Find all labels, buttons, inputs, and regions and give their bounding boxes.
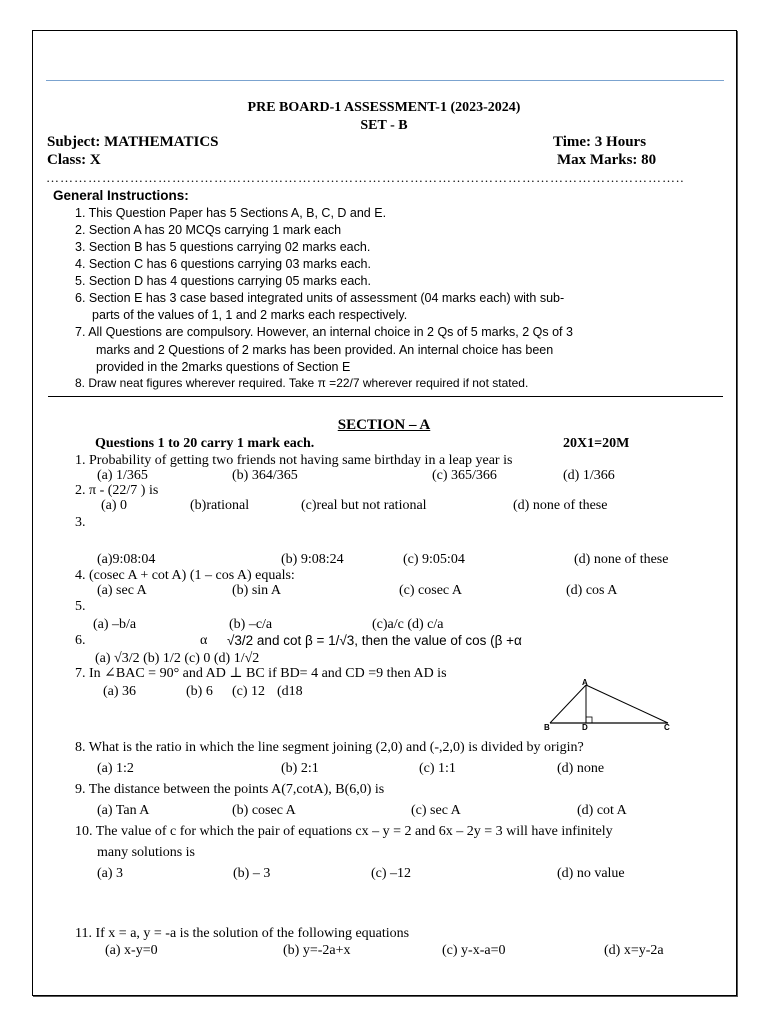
instruction-item: 5. Section D has 4 questions carrying 05 marks each. xyxy=(75,274,371,288)
q11-option-c: (c) y-x-a=0 xyxy=(442,943,506,958)
instructions-rule xyxy=(48,396,723,397)
q1-option-c: (c) 365/366 xyxy=(432,468,497,483)
q4-option-b: (b) sin A xyxy=(232,583,281,598)
q4-option-d: (d) cos A xyxy=(566,583,618,598)
question-10-cont: many solutions is xyxy=(97,845,196,860)
q9-option-d: (d) cot A xyxy=(577,803,627,818)
q5-option-a: (a) –b/a xyxy=(93,617,137,632)
instruction-item: 4. Section C has 6 questions carrying 03 marks each. xyxy=(75,257,371,271)
paper-set: SET - B xyxy=(360,118,408,133)
q7-option-b: (b) 6 xyxy=(186,684,213,699)
instruction-item: 8. Draw neat figures wherever required. Take π =22/7 wherever required if not stated. xyxy=(75,376,529,390)
instruction-item: 7. All Questions are compulsory. However, an internal choice in 2 Qs of 5 marks, 2 Qs of 3 xyxy=(75,325,573,339)
instruction-item: 6. Section E has 3 case based integrated units of assessment (04 marks each) with sub- xyxy=(75,291,565,305)
question-11: 11. If x = a, y = -a is the solution of the following equations xyxy=(75,926,410,941)
q8-option-d: (d) none xyxy=(557,761,605,776)
question-2: 2. π - (22/7 ) is xyxy=(75,483,159,498)
q8-option-c: (c) 1:1 xyxy=(419,761,456,776)
question-3: 3. xyxy=(75,515,86,530)
q7-option-a: (a) 36 xyxy=(103,684,137,699)
paper-title: PRE BOARD-1 ASSESSMENT-1 (2023-2024) xyxy=(247,100,521,115)
q9-option-c: (c) sec A xyxy=(411,803,461,818)
q9-option-b: (b) cosec A xyxy=(232,803,296,818)
class-label: Class: X xyxy=(47,152,101,168)
q8-option-b: (b) 2:1 xyxy=(281,761,319,776)
question-4: 4. (cosec A + cot A) (1 – cos A) equals: xyxy=(75,568,295,583)
q2-option-a: (a) 0 xyxy=(101,498,128,513)
instruction-item: provided in the 2marks questions of Section E xyxy=(96,360,351,374)
instruction-item: parts of the values of 1, 1 and 2 marks each respectively. xyxy=(92,308,408,322)
section-marks: 20X1=20M xyxy=(563,436,630,451)
q10-option-a: (a) 3 xyxy=(97,866,124,881)
q5-option-b: (b) –c/a xyxy=(229,617,273,632)
q8-option-a: (a) 1:2 xyxy=(97,761,134,776)
question-5: 5. xyxy=(75,599,86,614)
instructions-heading: General Instructions: xyxy=(53,188,189,203)
q2-option-b: (b)rational xyxy=(190,498,250,513)
q10-option-d: (d) no value xyxy=(557,866,625,881)
instruction-item: 1. This Question Paper has 5 Sections A, B, C, D and E. xyxy=(75,206,387,220)
q3-option-a: (a)9:08:04 xyxy=(97,552,156,567)
instruction-item: 2. Section A has 20 MCQs carrying 1 mark each xyxy=(75,223,342,237)
q4-option-a: (a) sec A xyxy=(97,583,147,598)
q3-option-b: (b) 9:08:24 xyxy=(281,552,344,567)
q1-option-d: (d) 1/366 xyxy=(563,468,615,483)
fig-label-b: B xyxy=(544,723,550,732)
instruction-item: 3. Section B has 5 questions carrying 02 marks each. xyxy=(75,240,371,254)
q1-option-a: (a) 1/365 xyxy=(97,468,148,483)
q9-option-a: (a) Tan A xyxy=(97,803,150,818)
question-1: 1. Probability of getting two friends not having same birthday in a leap year is xyxy=(75,453,513,468)
triangle-figure xyxy=(540,677,675,732)
q11-option-d: (d) x=y-2a xyxy=(604,943,664,958)
question-10: 10. The value of c for which the pair of equations cx – y = 2 and 6x – 2y = 3 will have infinitely xyxy=(75,824,613,839)
question-6: 6. xyxy=(75,633,86,648)
q7-option-d: (d18 xyxy=(277,684,303,699)
q11-option-a: (a) x-y=0 xyxy=(105,943,158,958)
question-8: 8. What is the ratio in which the line segment joining (2,0) and (-,2,0) is divided by origin? xyxy=(75,740,584,755)
q3-option-d: (d) none of these xyxy=(574,552,669,567)
max-marks-label: Max Marks: 80 xyxy=(557,152,657,168)
q6-text: √3/2 and cot β = 1/√3, then the value of cos (β +α xyxy=(227,633,522,648)
q6-alpha: α xyxy=(200,633,208,648)
time-label: Time: 3 Hours xyxy=(553,134,647,150)
section-title: SECTION – A xyxy=(337,417,431,433)
fig-label-d: D xyxy=(582,723,588,732)
q5-option-c-d: (c)a/c (d) c/a xyxy=(372,617,444,632)
q1-option-b: (b) 364/365 xyxy=(232,468,298,483)
q11-option-b: (b) y=-2a+x xyxy=(283,943,351,958)
q10-option-c: (c) –12 xyxy=(371,866,412,881)
question-9: 9. The distance between the points A(7,cotA), B(6,0) is xyxy=(75,782,385,797)
dotted-separator: ……………………………………………………………………………………………………………………….. xyxy=(46,170,685,185)
fig-label-c: C xyxy=(664,723,670,732)
q2-option-d: (d) none of these xyxy=(513,498,608,513)
q6-options: (a) √3/2 (b) 1/2 (c) 0 (d) 1/√2 xyxy=(95,651,260,666)
q2-option-c: (c)real but not rational xyxy=(301,498,427,513)
subject-label: Subject: MATHEMATICS xyxy=(47,134,219,150)
question-7: 7. In ∠BAC = 90° and AD ⊥ BC if BD= 4 and CD =9 then AD is xyxy=(75,666,447,681)
q10-option-b: (b) – 3 xyxy=(233,866,271,881)
q4-option-c: (c) cosec A xyxy=(399,583,462,598)
q7-option-c: (c) 12 xyxy=(232,684,266,699)
section-subtitle: Questions 1 to 20 carry 1 mark each. xyxy=(95,436,315,451)
header-rule xyxy=(46,80,724,81)
instruction-item: marks and 2 Questions of 2 marks has been provided. An internal choice has been xyxy=(96,343,554,357)
fig-label-a: A xyxy=(582,678,588,687)
q3-option-c: (c) 9:05:04 xyxy=(403,552,465,567)
